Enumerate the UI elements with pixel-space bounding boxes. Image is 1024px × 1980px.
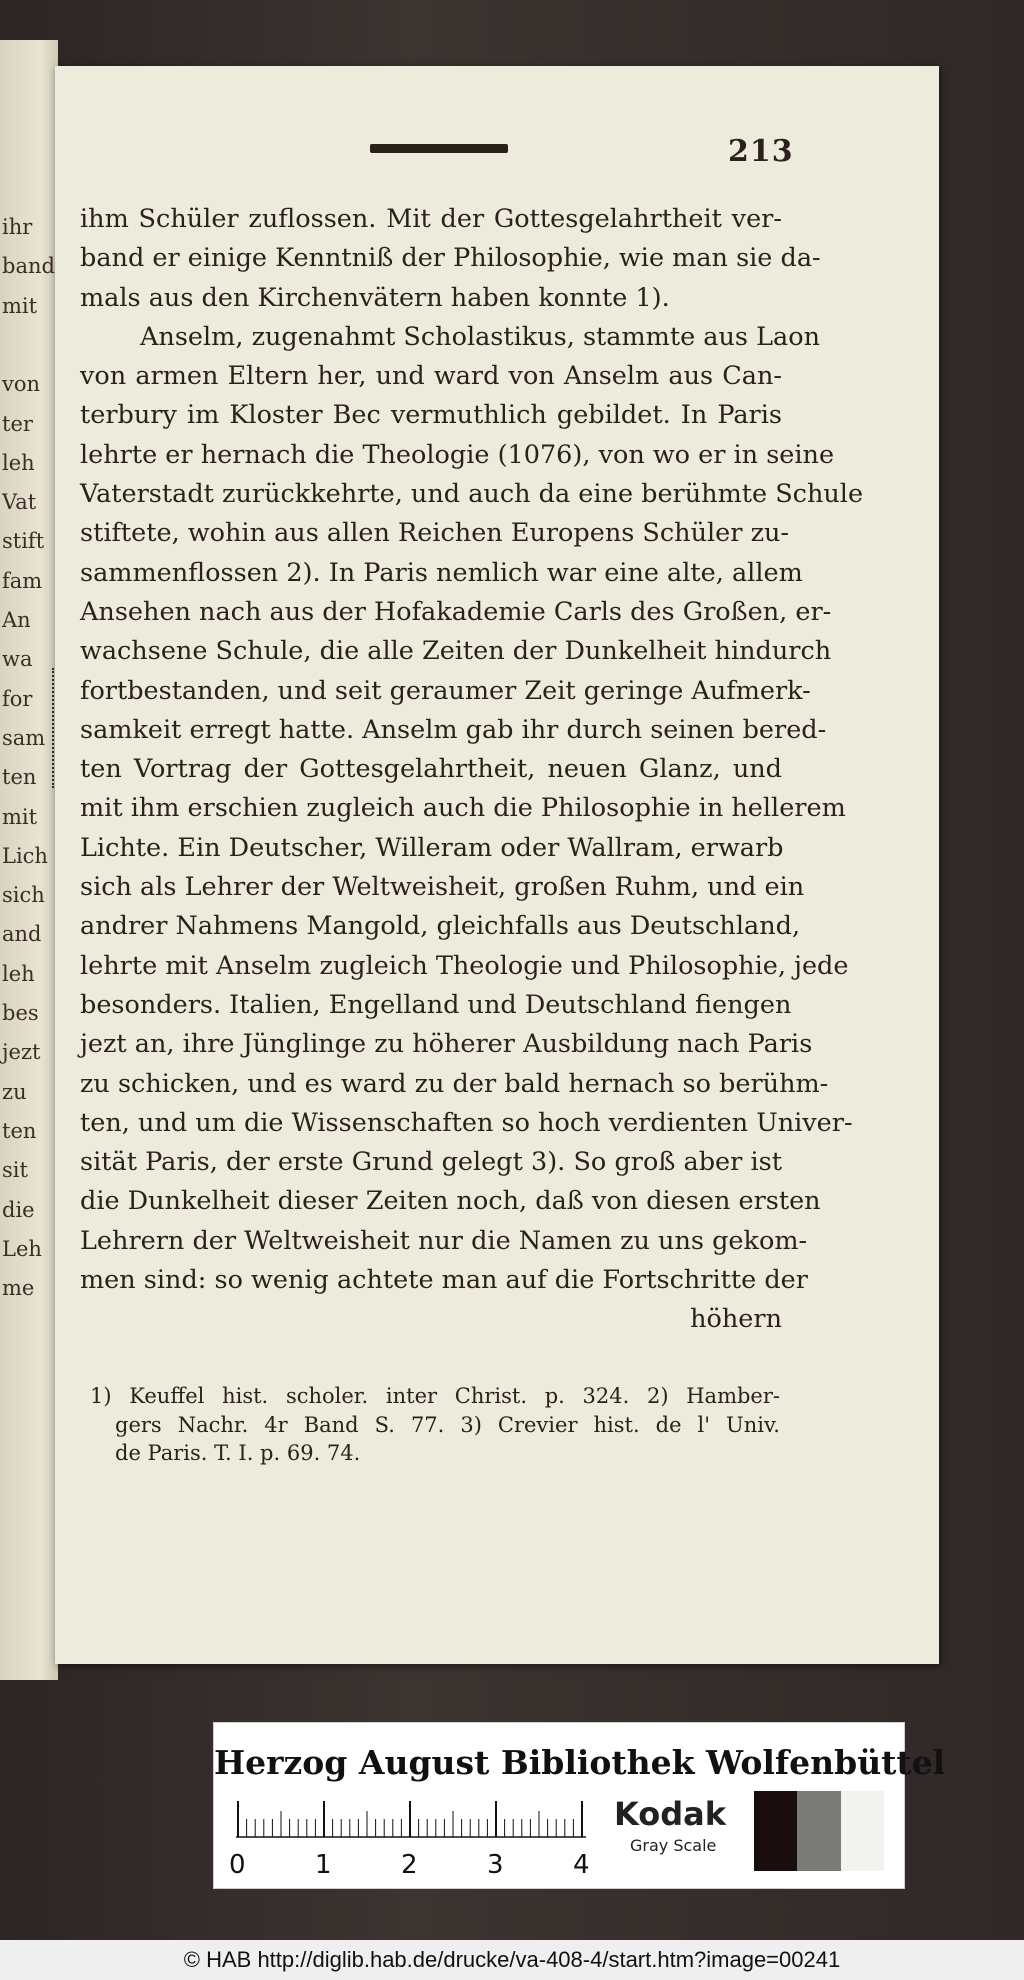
library-banner <box>213 1722 946 1889</box>
prev-page-fragment: Vat <box>2 490 37 515</box>
prev-page-fragment: von <box>2 372 41 397</box>
prev-page-fragment: Lich <box>2 843 48 868</box>
text-line: ten Vortrag der Gottesgelahrtheit, neuen Glanz, und <box>80 754 782 785</box>
text-line: mals aus den Kirchenvätern haben konnte 1). <box>80 282 670 313</box>
prev-page-fragment: band <box>2 254 55 279</box>
ruler-number: 4 <box>573 1850 590 1880</box>
text-line: Ansehen nach aus der Hofakademie Carls des Großen, er- <box>80 596 832 627</box>
text-line: von armen Eltern her, und ward von Anselm aus Can- <box>80 361 782 392</box>
previous-page-edge <box>0 40 58 1680</box>
prev-page-fragment: ihr <box>2 215 33 239</box>
prev-page-fragment: stift <box>2 529 45 554</box>
prev-page-fragment: zu <box>2 1079 27 1104</box>
prev-page-fragment: fam <box>2 568 43 593</box>
ruler-number: 2 <box>401 1850 418 1880</box>
ruler-scale <box>236 1797 596 1841</box>
text-line: jezt an, ihre Jünglinge zu höherer Ausbildung nach Paris <box>80 1029 813 1060</box>
prev-page-fragment: leh <box>2 961 35 986</box>
gray-swatch <box>797 1791 840 1871</box>
prev-page-fragment: An <box>2 608 31 632</box>
text-line: stiftete, wohin aus allen Reichen Europens Schüler zu- <box>80 518 790 549</box>
prev-page-fragment: sit <box>2 1158 28 1183</box>
text-line: band er einige Kenntniß der Philosophie, wie man sie da- <box>80 243 821 274</box>
prev-page-fragment: for <box>2 686 33 711</box>
text-line: ten, und um die Wissenschaften so hoch verdienten Univer- <box>80 1107 853 1138</box>
text-line: sität Paris, der erste Grund gelegt 3). So groß aber ist <box>80 1147 782 1178</box>
ruler-number: 0 <box>229 1850 246 1880</box>
prev-page-fragment: sam <box>2 725 46 750</box>
prev-page-fragment: and <box>2 922 42 947</box>
prev-page-fragment: sich <box>2 883 45 908</box>
text-line: lehrte er hernach die Theologie (1076), von wo er in seine <box>80 439 835 470</box>
prev-page-fragment: ter <box>2 411 33 436</box>
prev-page-fragment: mit <box>2 804 38 829</box>
text-line: höhern <box>690 1304 782 1335</box>
kodak-brand: Kodak <box>614 1795 726 1833</box>
text-line: Vaterstadt zurückkehrte, und auch da eine berühmte Schule <box>80 479 864 510</box>
prev-page-fragment: die <box>2 1197 35 1222</box>
prev-page-fragment: ten <box>2 765 37 790</box>
text-line: Anselm, zugenahmt Scholastikus, stammte aus Laon <box>140 321 821 352</box>
text-line: mit ihm erschien zugleich auch die Philosophie in hellerem <box>80 793 846 824</box>
prev-page-fragment: leh <box>2 450 35 475</box>
body-text <box>80 200 864 1340</box>
text-line: lehrte mit Anselm zugleich Theologie und Philosophie, jede <box>80 950 849 981</box>
footnote-line: 1) Keuffel hist. scholer. inter Christ. p. 324. 2) Hamber- <box>90 1384 780 1408</box>
gray-swatch <box>841 1791 884 1871</box>
footnote-line: gers Nachr. 4r Band S. 77. 3) Crevier hist. de l' Univ. <box>115 1412 780 1437</box>
prev-page-fragment: mit <box>2 293 38 318</box>
text-line: Lehrern der Weltweisheit nur die Namen zu uns gekom- <box>80 1225 808 1256</box>
prev-page-fragment: wa <box>2 647 33 672</box>
text-line: die Dunkelheit dieser Zeiten noch, daß von diesen ersten <box>80 1186 821 1217</box>
prev-page-fragment: jezt <box>2 1040 41 1065</box>
prev-page-fragment: me <box>2 1276 35 1301</box>
text-line: terbury im Kloster Bec vermuthlich gebildet. In Paris <box>80 400 782 431</box>
text-line: zu schicken, und es ward zu der bald hernach so berühm- <box>80 1068 829 1099</box>
gray-swatches <box>754 1791 884 1871</box>
text-line: samkeit erregt hatte. Anselm gab ihr durch seinen bered- <box>80 714 827 745</box>
prev-page-fragment: bes <box>2 1001 39 1025</box>
footnotes <box>90 1382 780 1468</box>
text-line: fortbestanden, und seit geraumer Zeit geringe Aufmerk- <box>80 675 811 706</box>
gray-swatch <box>754 1791 797 1871</box>
text-line: wachsene Schule, die alle Zeiten der Dunkelheit hindurch <box>80 636 832 667</box>
text-line: besonders. Italien, Engelland und Deutschland fiengen <box>80 989 792 1020</box>
footer-bar <box>0 1940 1024 1980</box>
text-line: men sind: so wenig achtete man auf die Fortschritte der <box>80 1265 808 1296</box>
ruler-numbers <box>229 1850 609 1882</box>
ruler-number: 1 <box>315 1850 332 1880</box>
text-line: ihm Schüler zuflossen. Mit der Gottesgelahrtheit ver- <box>80 204 782 234</box>
page-number: 213 <box>728 134 794 169</box>
text-line: sich als Lehrer der Weltweisheit, großen Ruhm, und ein <box>80 872 805 903</box>
library-name: Herzog August Bibliothek Wolfenbüttel <box>214 1743 946 1782</box>
header-rule <box>370 144 508 153</box>
prev-page-fragment: Leh <box>2 1236 42 1261</box>
footnote-line: de Paris. T. I. p. 69. 74. <box>115 1441 361 1465</box>
gray-scale-label: Gray Scale <box>630 1836 717 1855</box>
marginal-mark <box>52 668 57 788</box>
text-line: sammenflossen 2). In Paris nemlich war eine alte, allem <box>80 557 803 588</box>
prev-page-fragment: ten <box>2 1118 37 1143</box>
text-line: Lichte. Ein Deutscher, Willeram oder Wallram, erwarb <box>80 832 784 863</box>
ruler-number: 3 <box>487 1850 504 1880</box>
source-url[interactable]: © HAB http://diglib.hab.de/drucke/va-408-4/start.htm?image=00241 <box>183 1947 841 1972</box>
text-line: andrer Nahmens Mangold, gleichfalls aus Deutschland, <box>80 911 801 942</box>
